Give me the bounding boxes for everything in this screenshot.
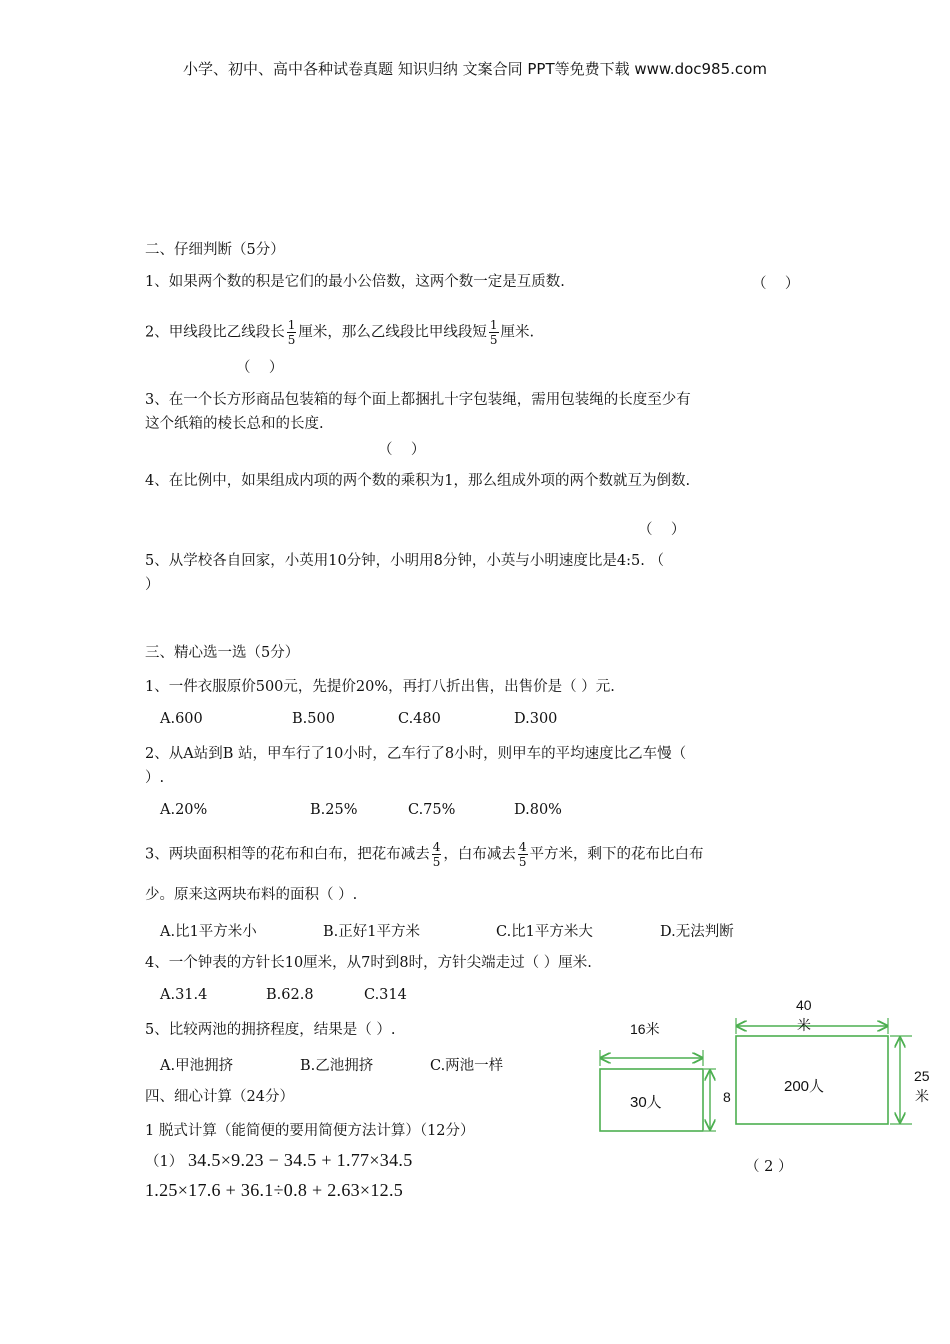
pool2-height-unit: 米 [915,1088,929,1104]
s3-question-3-line2: 少。原来这两块布料的面积（ ）. [145,887,358,903]
s2-question-3-line1: 3、在一个长方形商品包装箱的每个面上都捆扎十字包装绳，需用包装绳的长度至少有 [145,392,691,408]
pool2-width-unit: 米 [797,1017,811,1033]
s3-question-2-line1: 2、从A站到B 站，甲车行了10小时，乙车行了8小时，则甲车的平均速度比乙车慢（ [145,746,687,762]
s3-q3-option-c[interactable]: C.比1平方米大 [496,924,593,940]
fraction: $\frac{4}{5}$ [518,840,527,869]
s2-q1-answer-blank[interactable]: （ ） [752,276,800,292]
s2-question-4: 4、在比例中，如果组成内项的两个数的乘积为1，那么组成外项的两个数就互为倒数. [145,473,691,489]
s4-expression-1-label: （1） [145,1154,184,1170]
s3-q3-option-d[interactable]: D.无法判断 [660,924,734,940]
s4-subtitle-1: 1 脱式计算（能简便的要用简便方法计算）（12分） [145,1123,475,1139]
s2-q3-answer-blank[interactable]: （ ） [378,442,426,458]
section3-title: 三、精心选一选（5分） [145,645,300,661]
pool2-height-number: 25 [914,1068,930,1084]
section4-title: 四、细心计算（24分） [145,1089,294,1105]
s3-q2-option-a[interactable]: A.20% [160,802,208,818]
pool2-people-label: 200人 [784,1078,825,1095]
s3-q1-option-d[interactable]: D.300 [514,711,558,727]
s3-q3-option-a[interactable]: A.比1平方米小 [160,924,257,940]
s3-q5-option-a[interactable]: A.甲池拥挤 [160,1058,234,1074]
s3-q1-option-c[interactable]: C.480 [398,711,441,727]
section2-title: 二、仔细判断（5分） [145,242,285,258]
s3-question-5: 5、比较两池的拥挤程度，结果是（ ）. [145,1022,396,1038]
pool2-width-number: 40 [796,997,812,1013]
s2-question-2: 2、甲线段比乙线段长 $\frac{1}{5}$ 厘米，那么乙线段比甲线段短 $\frac{1}{5}$ 厘米. [145,318,535,347]
s3-question-2-line2: ）. [145,770,165,786]
s3-q2-option-c[interactable]: C.75% [408,802,456,818]
diagram-caption: （ 2 ） [745,1159,793,1175]
s3-q2-option-d[interactable]: D.80% [514,802,562,818]
fraction: $\frac{4}{5}$ [432,840,441,869]
pool1-people-label: 30人 [630,1094,662,1111]
s3-q5-option-c[interactable]: C.两池一样 [430,1058,504,1074]
s3-q3-option-b[interactable]: B.正好1平方米 [323,924,420,940]
s3-question-4: 4、一个钟表的方针长10厘米，从7时到8时，方针尖端走过（ ）厘米. [145,955,592,971]
s3-q1-option-b[interactable]: B.500 [292,711,335,727]
s2-question-5-line2: ） [145,577,160,593]
s3-q4-option-b[interactable]: B.62.8 [266,987,314,1003]
s3-q1-option-a[interactable]: A.600 [160,711,203,727]
s3-q4-option-a[interactable]: A.31.4 [160,987,208,1003]
pool1-height-label: 8 [723,1089,731,1105]
page-header: 小学、初中、高中各种试卷真题 知识归纳 文案合同 PPT等免费下载 www.doc985.com [183,60,767,78]
s2-q2-answer-blank[interactable]: （ ） [236,360,284,376]
s3-question-1: 1、一件衣服原价500元，先提价20%，再打八折出售，出售价是（ ）元. [145,679,615,695]
s3-q5-option-b[interactable]: B.乙池拥挤 [300,1058,374,1074]
s4-expression-1: 34.5×9.23 − 34.5 + 1.77×34.5 [188,1150,413,1170]
s3-q2-option-b[interactable]: B.25% [310,802,358,818]
pool1-width-label: 16米 [630,1021,660,1037]
s2-question-1: 1、如果两个数的积是它们的最小公倍数，这两个数一定是互质数. [145,274,565,290]
s2-q4-answer-blank[interactable]: （ ） [638,522,686,538]
fraction: $\frac{1}{5}$ [489,318,498,347]
s2-question-3-line2: 这个纸箱的棱长总和的长度. [145,416,324,432]
fraction: $\frac{1}{5}$ [287,318,296,347]
s3-question-3-line1: 3、两块面积相等的花布和白布，把花布减去 $\frac{4}{5}$ ，白布减去 $\frac{4}{5}$ 平方米，剩下的花布比白布 [145,840,704,869]
s2-question-5-line1: 5、从学校各自回家，小英用10分钟，小明用8分钟，小英与小明速度比是4:5. （ [145,553,664,569]
s3-q4-option-c[interactable]: C.314 [364,987,407,1003]
s4-expression-2: 1.25×17.6 + 36.1÷0.8 + 2.63×12.5 [145,1180,404,1200]
